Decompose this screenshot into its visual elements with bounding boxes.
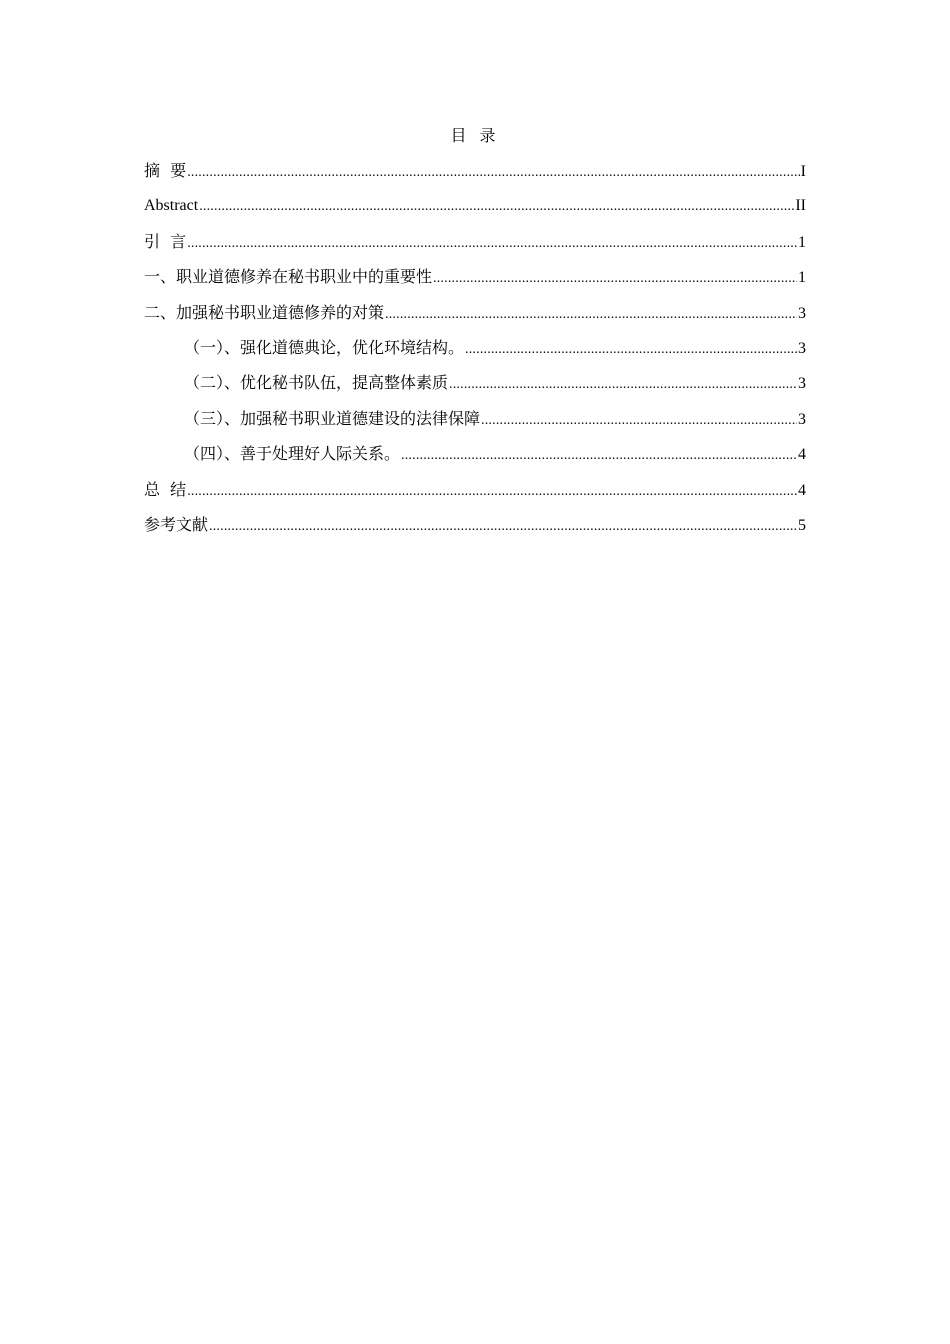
toc-entry-label: 参考文献 (144, 514, 209, 534)
toc-dot-leader (481, 408, 797, 434)
toc-entry-label: 二、加强秘书职业道德修养的对策 (144, 302, 385, 322)
toc-entry-page: 3 (798, 339, 806, 357)
toc-entry-section-2-1[interactable] (144, 335, 806, 370)
toc-entry-page: 5 (798, 516, 806, 534)
toc-entry-label: Abstract (144, 197, 199, 215)
toc-entry-page: 3 (798, 304, 806, 322)
toc-entry-label: 一、职业道德修养在秘书职业中的重要性 (144, 267, 433, 287)
toc-dot-leader (433, 266, 797, 292)
toc-entry-section-2-4[interactable] (144, 441, 806, 476)
toc-entry-label: （二）、优化秘书队伍，提高整体素质 (184, 373, 449, 393)
toc-dot-leader (199, 194, 794, 220)
toc-dot-leader (187, 160, 799, 186)
toc-entry-conclusion[interactable] (144, 477, 806, 512)
toc-entry-label: （四）、善于处理好人际关系。 (184, 444, 401, 464)
toc-entry-label: （三）、加强秘书职业道德建设的法律保障 (184, 408, 481, 428)
table-of-contents (144, 158, 806, 547)
toc-entry-section-2-2[interactable] (144, 370, 806, 405)
toc-entry-page: 3 (798, 410, 806, 428)
toc-entry-label: 摘 要 (144, 161, 187, 180)
toc-entry-label: 引 言 (144, 231, 187, 251)
toc-entry-page: 3 (798, 375, 806, 393)
toc-entry-section-2-3[interactable] (144, 406, 806, 441)
toc-entry-page: 4 (798, 481, 806, 499)
toc-dot-leader (465, 337, 797, 363)
toc-entry-abstract-cn[interactable] (144, 158, 806, 193)
toc-entry-page: I (800, 163, 806, 180)
toc-entry-page: 1 (798, 233, 806, 251)
toc-entry-page: 4 (798, 446, 806, 464)
toc-entry-introduction[interactable] (144, 229, 806, 264)
toc-entry-page: II (795, 197, 806, 215)
toc-entry-section-1[interactable] (144, 264, 806, 299)
toc-dot-leader (187, 231, 797, 257)
toc-entry-references[interactable] (144, 512, 806, 547)
toc-title: 目 录 (450, 126, 500, 145)
toc-entry-abstract-en[interactable] (144, 193, 806, 228)
toc-entry-page: 1 (798, 269, 806, 287)
toc-dot-leader (209, 514, 797, 540)
toc-entry-label: 总 结 (144, 479, 187, 499)
toc-dot-leader (187, 479, 797, 505)
toc-dot-leader (385, 302, 797, 328)
toc-entry-label: （一）、强化道德典论，优化环境结构。 (184, 337, 465, 357)
toc-entry-section-2[interactable] (144, 300, 806, 335)
toc-dot-leader (401, 443, 797, 469)
toc-dot-leader (449, 372, 797, 398)
